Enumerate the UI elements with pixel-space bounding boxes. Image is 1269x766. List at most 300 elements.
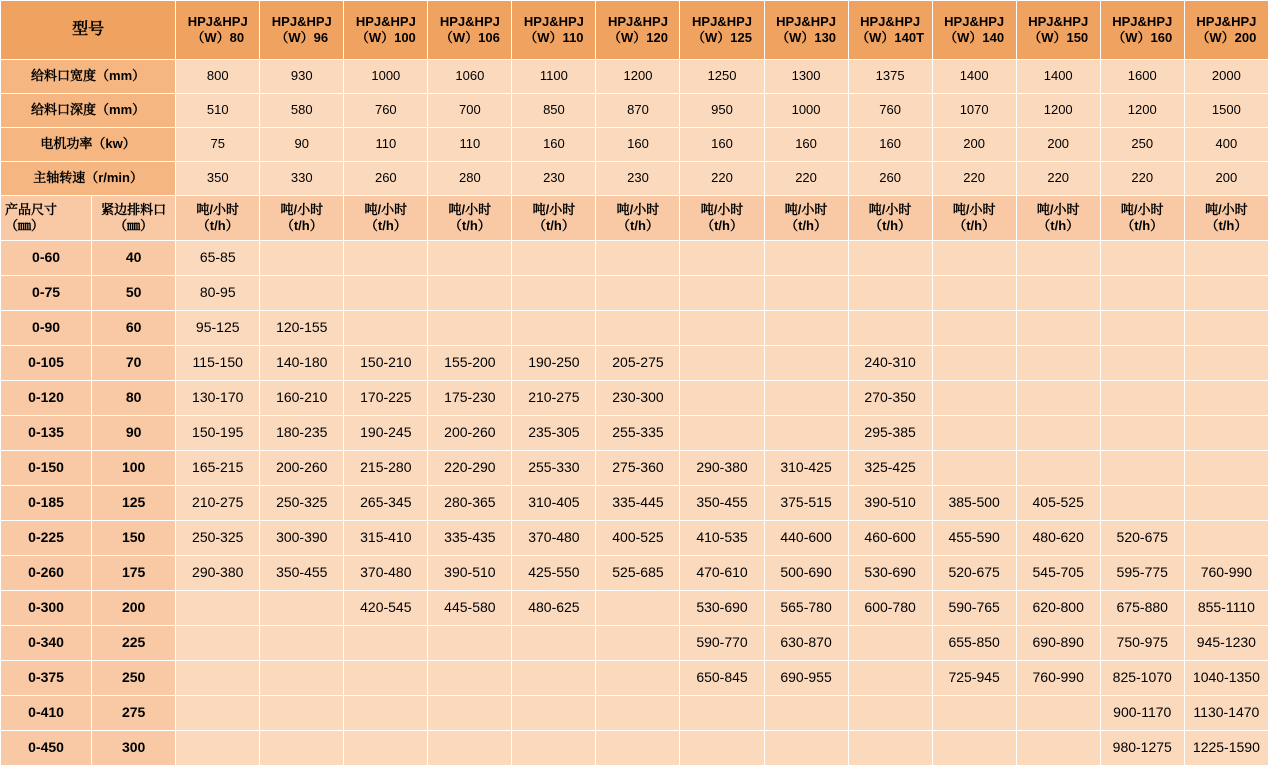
row-5-cap-9 [932, 416, 1016, 451]
row-10-cap-2: 420-545 [344, 591, 428, 626]
row-4-cap-12 [1184, 381, 1268, 416]
row-12-gap: 250 [92, 661, 176, 696]
row-11-cap-0 [176, 626, 260, 661]
row-10-cap-10: 620-800 [1016, 591, 1100, 626]
capacity-unit-11-line1: 吨/小时 [1120, 201, 1164, 217]
row-14-cap-6 [680, 731, 764, 766]
row-0-gap: 40 [92, 241, 176, 276]
parameter-3-value-0: 350 [176, 162, 260, 196]
parameter-0-value-1: 930 [260, 60, 344, 94]
row-1-cap-12 [1184, 276, 1268, 311]
row-10-cap-0 [176, 591, 260, 626]
parameter-0-value-2: 1000 [344, 60, 428, 94]
parameter-0-value-7: 1300 [764, 60, 848, 94]
row-5-gap: 90 [92, 416, 176, 451]
parameter-1-value-2: 760 [344, 94, 428, 128]
row-10-cap-12: 855-1110 [1184, 591, 1268, 626]
capacity-unit-12-line1: 吨/小时 [1205, 201, 1248, 217]
parameter-1-value-5: 870 [596, 94, 680, 128]
parameter-row-spindle-speed [1, 162, 1269, 196]
row-7-cap-3: 280-365 [428, 486, 512, 521]
row-7-cap-4: 310-405 [512, 486, 596, 521]
row-13-cap-10 [1016, 696, 1100, 731]
row-0-cap-7 [764, 241, 848, 276]
row-14-cap-1 [260, 731, 344, 766]
row-2-cap-6 [680, 311, 764, 346]
row-11-cap-3 [428, 626, 512, 661]
row-0-cap-0: 65-85 [176, 241, 260, 276]
capacity-unit-9-line1: 吨/小时 [952, 201, 996, 217]
capacity-unit-7 [764, 196, 848, 241]
parameter-2-value-3: 110 [428, 128, 512, 162]
row-14-cap-12: 1225-1590 [1184, 731, 1268, 766]
row-3-cap-0: 115-150 [176, 346, 260, 381]
row-14-cap-4 [512, 731, 596, 766]
parameter-1-value-8: 760 [848, 94, 932, 128]
parameter-2-value-12: 400 [1184, 128, 1268, 162]
row-7-size: 0-185 [1, 486, 92, 521]
row-6-cap-1: 200-260 [260, 451, 344, 486]
row-3-cap-2: 150-210 [344, 346, 428, 381]
table-row [1, 311, 1269, 346]
discharge-gap-header-unit: （㎜） [114, 218, 154, 233]
row-8-cap-8: 460-600 [848, 521, 932, 556]
capacity-unit-6 [680, 196, 764, 241]
row-8-cap-10: 480-620 [1016, 521, 1100, 556]
row-8-cap-4: 370-480 [512, 521, 596, 556]
parameter-2-value-6: 160 [680, 128, 764, 162]
row-12-cap-5 [596, 661, 680, 696]
unit-row [1, 196, 1269, 241]
row-1-cap-2 [344, 276, 428, 311]
row-12-cap-6: 650-845 [680, 661, 764, 696]
row-4-cap-4: 210-275 [512, 381, 596, 416]
product-size-header-main: 产品尺寸 [5, 201, 58, 217]
parameter-row-feed-depth [1, 94, 1269, 128]
capacity-unit-7-line1: 吨/小时 [784, 201, 828, 217]
capacity-unit-10-line2: （t/h） [1037, 218, 1080, 233]
row-3-cap-7 [764, 346, 848, 381]
row-4-gap: 80 [92, 381, 176, 416]
row-12-cap-7: 690-955 [764, 661, 848, 696]
row-7-gap: 125 [92, 486, 176, 521]
parameter-3-value-9: 220 [932, 162, 1016, 196]
row-8-cap-5: 400-525 [596, 521, 680, 556]
parameter-row-feed-width [1, 60, 1269, 94]
capacity-unit-8-line2: （t/h） [869, 218, 912, 233]
row-13-gap: 275 [92, 696, 176, 731]
row-0-cap-3 [428, 241, 512, 276]
row-0-cap-5 [596, 241, 680, 276]
parameter-2-value-0: 75 [176, 128, 260, 162]
table-row [1, 486, 1269, 521]
capacity-unit-6-line2: （t/h） [701, 218, 743, 233]
header-model-9: HPJ&HPJ（W）140 [932, 1, 1016, 60]
parameter-2-value-5: 160 [596, 128, 680, 162]
row-0-cap-12 [1184, 241, 1268, 276]
row-9-cap-4: 425-550 [512, 556, 596, 591]
row-12-cap-9: 725-945 [932, 661, 1016, 696]
capacity-unit-2-line2: （t/h） [364, 218, 407, 233]
header-model-4: HPJ&HPJ（W）110 [512, 1, 596, 60]
capacity-unit-3-line2: （t/h） [448, 218, 491, 233]
row-0-cap-9 [932, 241, 1016, 276]
row-4-cap-1: 160-210 [260, 381, 344, 416]
table-row [1, 346, 1269, 381]
capacity-unit-5-line1: 吨/小时 [616, 201, 660, 217]
row-5-size: 0-135 [1, 416, 92, 451]
capacity-unit-10 [1016, 196, 1100, 241]
row-9-cap-2: 370-480 [344, 556, 428, 591]
row-13-cap-3 [428, 696, 512, 731]
parameter-3-value-7: 220 [764, 162, 848, 196]
parameter-1-value-4: 850 [512, 94, 596, 128]
row-8-cap-6: 410-535 [680, 521, 764, 556]
row-2-size: 0-90 [1, 311, 92, 346]
row-5-cap-1: 180-235 [260, 416, 344, 451]
header-model-0: HPJ&HPJ（W）80 [176, 1, 260, 60]
row-9-cap-5: 525-685 [596, 556, 680, 591]
row-1-cap-4 [512, 276, 596, 311]
row-7-cap-12 [1184, 486, 1268, 521]
row-3-cap-11 [1100, 346, 1184, 381]
row-5-cap-4: 235-305 [512, 416, 596, 451]
parameter-3-value-8: 260 [848, 162, 932, 196]
capacity-unit-12-line2: （t/h） [1205, 218, 1248, 233]
row-12-cap-1 [260, 661, 344, 696]
row-6-cap-0: 165-215 [176, 451, 260, 486]
row-7-cap-11 [1100, 486, 1184, 521]
row-9-cap-1: 350-455 [260, 556, 344, 591]
row-12-cap-4 [512, 661, 596, 696]
row-8-cap-9: 455-590 [932, 521, 1016, 556]
capacity-unit-1-line2: （t/h） [280, 218, 323, 233]
row-5-cap-10 [1016, 416, 1100, 451]
parameter-1-value-11: 1200 [1100, 94, 1184, 128]
row-14-cap-10 [1016, 731, 1100, 766]
row-13-size: 0-410 [1, 696, 92, 731]
parameter-2-value-11: 250 [1100, 128, 1184, 162]
row-8-cap-0: 250-325 [176, 521, 260, 556]
table-row [1, 731, 1269, 766]
row-14-cap-7 [764, 731, 848, 766]
parameter-1-value-1: 580 [260, 94, 344, 128]
row-5-cap-11 [1100, 416, 1184, 451]
row-4-cap-10 [1016, 381, 1100, 416]
row-7-cap-10: 405-525 [1016, 486, 1100, 521]
capacity-unit-4 [512, 196, 596, 241]
row-9-cap-12: 760-990 [1184, 556, 1268, 591]
header-model-5: HPJ&HPJ（W）120 [596, 1, 680, 60]
table-row [1, 451, 1269, 486]
row-10-cap-3: 445-580 [428, 591, 512, 626]
parameter-0-value-4: 1100 [512, 60, 596, 94]
header-model-1: HPJ&HPJ（W）96 [260, 1, 344, 60]
parameter-0-value-6: 1250 [680, 60, 764, 94]
row-14-cap-5 [596, 731, 680, 766]
row-7-cap-9: 385-500 [932, 486, 1016, 521]
row-5-cap-2: 190-245 [344, 416, 428, 451]
row-1-cap-8 [848, 276, 932, 311]
row-6-cap-9 [932, 451, 1016, 486]
row-3-cap-1: 140-180 [260, 346, 344, 381]
row-5-cap-5: 255-335 [596, 416, 680, 451]
row-10-cap-11: 675-880 [1100, 591, 1184, 626]
row-6-cap-6: 290-380 [680, 451, 764, 486]
row-2-cap-2 [344, 311, 428, 346]
row-3-cap-6 [680, 346, 764, 381]
capacity-unit-2 [344, 196, 428, 241]
parameter-3-value-3: 280 [428, 162, 512, 196]
row-11-cap-7: 630-870 [764, 626, 848, 661]
row-6-cap-2: 215-280 [344, 451, 428, 486]
capacity-unit-10-line1: 吨/小时 [1036, 201, 1080, 217]
row-11-cap-12: 945-1230 [1184, 626, 1268, 661]
row-2-cap-1: 120-155 [260, 311, 344, 346]
row-11-cap-5 [596, 626, 680, 661]
row-12-cap-10: 760-990 [1016, 661, 1100, 696]
row-6-cap-3: 220-290 [428, 451, 512, 486]
row-8-cap-1: 300-390 [260, 521, 344, 556]
row-3-cap-12 [1184, 346, 1268, 381]
capacity-unit-12 [1184, 196, 1268, 241]
row-5-cap-0: 150-195 [176, 416, 260, 451]
row-14-size: 0-450 [1, 731, 92, 766]
row-9-cap-7: 500-690 [764, 556, 848, 591]
capacity-unit-11 [1100, 196, 1184, 241]
row-2-cap-9 [932, 311, 1016, 346]
row-13-cap-7 [764, 696, 848, 731]
parameter-0-value-5: 1200 [596, 60, 680, 94]
row-4-size: 0-120 [1, 381, 92, 416]
parameter-2-value-10: 200 [1016, 128, 1100, 162]
parameter-3-value-4: 230 [512, 162, 596, 196]
row-1-cap-11 [1100, 276, 1184, 311]
row-9-gap: 175 [92, 556, 176, 591]
row-1-gap: 50 [92, 276, 176, 311]
row-10-size: 0-300 [1, 591, 92, 626]
row-10-cap-1 [260, 591, 344, 626]
parameter-0-value-9: 1400 [932, 60, 1016, 94]
row-8-size: 0-225 [1, 521, 92, 556]
parameter-3-value-10: 220 [1016, 162, 1100, 196]
row-6-cap-5: 275-360 [596, 451, 680, 486]
row-6-cap-8: 325-425 [848, 451, 932, 486]
row-13-cap-4 [512, 696, 596, 731]
table-row [1, 661, 1269, 696]
row-12-cap-2 [344, 661, 428, 696]
parameter-1-value-9: 1070 [932, 94, 1016, 128]
table-header [1, 1, 1269, 60]
row-7-cap-0: 210-275 [176, 486, 260, 521]
row-1-cap-5 [596, 276, 680, 311]
row-9-cap-8: 530-690 [848, 556, 932, 591]
product-size-header-unit: （㎜） [5, 218, 45, 233]
row-13-cap-6 [680, 696, 764, 731]
parameter-3-value-11: 220 [1100, 162, 1184, 196]
row-0-cap-4 [512, 241, 596, 276]
discharge-gap-header-main: 紧边排料口 [101, 201, 167, 217]
row-13-cap-11: 900-1170 [1100, 696, 1184, 731]
row-0-cap-8 [848, 241, 932, 276]
row-1-cap-9 [932, 276, 1016, 311]
row-14-cap-3 [428, 731, 512, 766]
table-row [1, 241, 1269, 276]
parameter-3-value-6: 220 [680, 162, 764, 196]
row-10-cap-4: 480-625 [512, 591, 596, 626]
parameter-2-value-7: 160 [764, 128, 848, 162]
capacity-unit-8 [848, 196, 932, 241]
header-model-8: HPJ&HPJ（W）140T [848, 1, 932, 60]
product-size-header [1, 196, 92, 241]
row-9-cap-0: 290-380 [176, 556, 260, 591]
row-0-cap-1 [260, 241, 344, 276]
row-2-cap-4 [512, 311, 596, 346]
parameter-2-value-2: 110 [344, 128, 428, 162]
row-6-size: 0-150 [1, 451, 92, 486]
row-10-cap-5 [596, 591, 680, 626]
row-7-cap-1: 250-325 [260, 486, 344, 521]
parameter-2-value-4: 160 [512, 128, 596, 162]
row-14-cap-0 [176, 731, 260, 766]
parameter-0-value-3: 1060 [428, 60, 512, 94]
row-7-cap-6: 350-455 [680, 486, 764, 521]
capacity-unit-2-line1: 吨/小时 [364, 201, 408, 217]
parameter-3-value-5: 230 [596, 162, 680, 196]
row-4-cap-9 [932, 381, 1016, 416]
row-12-cap-12: 1040-1350 [1184, 661, 1268, 696]
row-5-cap-8: 295-385 [848, 416, 932, 451]
row-12-cap-0 [176, 661, 260, 696]
row-2-cap-0: 95-125 [176, 311, 260, 346]
table-row [1, 521, 1269, 556]
row-4-cap-6 [680, 381, 764, 416]
row-7-cap-7: 375-515 [764, 486, 848, 521]
row-9-cap-6: 470-610 [680, 556, 764, 591]
row-5-cap-7 [764, 416, 848, 451]
row-10-gap: 200 [92, 591, 176, 626]
row-9-cap-11: 595-775 [1100, 556, 1184, 591]
row-13-cap-2 [344, 696, 428, 731]
capacity-unit-9-line2: （t/h） [953, 218, 996, 233]
row-4-cap-11 [1100, 381, 1184, 416]
row-0-size: 0-60 [1, 241, 92, 276]
row-5-cap-6 [680, 416, 764, 451]
parameter-1-value-6: 950 [680, 94, 764, 128]
row-13-cap-1 [260, 696, 344, 731]
table-row [1, 556, 1269, 591]
capacity-unit-4-line1: 吨/小时 [532, 201, 576, 217]
row-12-cap-8 [848, 661, 932, 696]
row-1-cap-6 [680, 276, 764, 311]
row-3-cap-5: 205-275 [596, 346, 680, 381]
row-10-cap-6: 530-690 [680, 591, 764, 626]
header-model-2: HPJ&HPJ（W）100 [344, 1, 428, 60]
row-7-cap-8: 390-510 [848, 486, 932, 521]
row-2-cap-8 [848, 311, 932, 346]
row-12-cap-11: 825-1070 [1100, 661, 1184, 696]
row-4-cap-7 [764, 381, 848, 416]
header-model-6: HPJ&HPJ（W）125 [680, 1, 764, 60]
row-6-gap: 100 [92, 451, 176, 486]
row-9-cap-10: 545-705 [1016, 556, 1100, 591]
parameter-0-value-0: 800 [176, 60, 260, 94]
header-row [1, 1, 1269, 60]
row-6-cap-10 [1016, 451, 1100, 486]
parameter-label-3: 主轴转速（r/min） [1, 162, 176, 196]
table-body [1, 60, 1269, 766]
capacity-unit-5-line2: （t/h） [617, 218, 659, 233]
table-row [1, 276, 1269, 311]
table-row [1, 626, 1269, 661]
parameter-2-value-8: 160 [848, 128, 932, 162]
row-0-cap-10 [1016, 241, 1100, 276]
row-1-cap-3 [428, 276, 512, 311]
parameter-0-value-10: 1400 [1016, 60, 1100, 94]
row-3-cap-8: 240-310 [848, 346, 932, 381]
header-model-3: HPJ&HPJ（W）106 [428, 1, 512, 60]
capacity-unit-1 [260, 196, 344, 241]
capacity-unit-11-line2: （t/h） [1121, 218, 1164, 233]
capacity-unit-0-line1: 吨/小时 [196, 201, 240, 217]
row-9-size: 0-260 [1, 556, 92, 591]
row-1-cap-10 [1016, 276, 1100, 311]
row-0-cap-11 [1100, 241, 1184, 276]
row-12-cap-3 [428, 661, 512, 696]
row-14-cap-11: 980-1275 [1100, 731, 1184, 766]
row-4-cap-8: 270-350 [848, 381, 932, 416]
row-8-gap: 150 [92, 521, 176, 556]
parameter-0-value-8: 1375 [848, 60, 932, 94]
row-11-cap-6: 590-770 [680, 626, 764, 661]
row-2-cap-5 [596, 311, 680, 346]
table-row [1, 591, 1269, 626]
header-model-label: 型号 [1, 1, 176, 60]
parameter-1-value-3: 700 [428, 94, 512, 128]
parameter-row-motor-power [1, 128, 1269, 162]
row-10-cap-9: 590-765 [932, 591, 1016, 626]
row-1-size: 0-75 [1, 276, 92, 311]
row-2-gap: 60 [92, 311, 176, 346]
row-13-cap-9 [932, 696, 1016, 731]
row-2-cap-3 [428, 311, 512, 346]
parameter-label-0: 给料口宽度（mm） [1, 60, 176, 94]
parameter-0-value-11: 1600 [1100, 60, 1184, 94]
row-11-cap-4 [512, 626, 596, 661]
capacity-unit-4-line2: （t/h） [532, 218, 575, 233]
row-5-cap-12 [1184, 416, 1268, 451]
row-4-cap-2: 170-225 [344, 381, 428, 416]
row-8-cap-7: 440-600 [764, 521, 848, 556]
row-7-cap-5: 335-445 [596, 486, 680, 521]
row-12-size: 0-375 [1, 661, 92, 696]
row-3-cap-10 [1016, 346, 1100, 381]
parameter-3-value-12: 200 [1184, 162, 1268, 196]
parameter-label-1: 给料口深度（mm） [1, 94, 176, 128]
row-11-cap-1 [260, 626, 344, 661]
row-4-cap-0: 130-170 [176, 381, 260, 416]
row-3-cap-3: 155-200 [428, 346, 512, 381]
header-model-7: HPJ&HPJ（W）130 [764, 1, 848, 60]
header-model-12: HPJ&HPJ（W）200 [1184, 1, 1268, 60]
row-2-cap-11 [1100, 311, 1184, 346]
row-13-cap-5 [596, 696, 680, 731]
table-row [1, 696, 1269, 731]
table-row [1, 416, 1269, 451]
parameter-1-value-7: 1000 [764, 94, 848, 128]
capacity-unit-3-line1: 吨/小时 [448, 201, 492, 217]
row-8-cap-12 [1184, 521, 1268, 556]
